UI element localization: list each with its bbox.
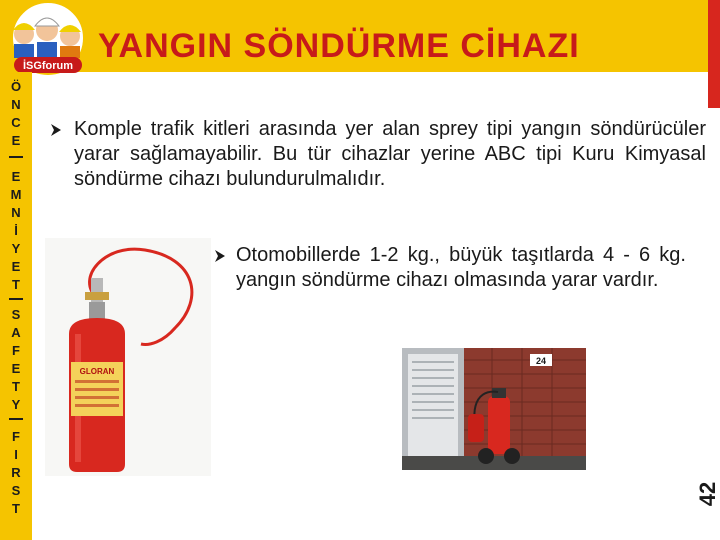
arrow-bullet-icon (48, 122, 64, 138)
side-letter: E (11, 259, 21, 274)
isgforum-logo (0, 0, 96, 78)
side-letter: T (12, 379, 20, 394)
side-letter: M (10, 187, 22, 202)
side-divider (9, 298, 23, 300)
side-letter: E (11, 169, 21, 184)
side-letter: S (11, 483, 21, 498)
wheeled-extinguisher-photo (402, 348, 586, 470)
side-letter: S (11, 307, 21, 322)
side-letter: T (12, 501, 20, 516)
side-letter: A (11, 325, 21, 340)
side-letter: N (11, 205, 21, 220)
arrow-bullet-icon (212, 248, 228, 264)
bullet-text-1: Komple trafik kitleri arasında yer alan sprey tipi yangın söndürücüler yarar sağlamayabilir. Bu tür cihazlar yerine ABC tipi Kuru Kimyasal söndürme cihazı bulundurulmalıdır. (74, 118, 706, 190)
side-letter: I (14, 447, 18, 462)
extinguisher-label: GLORAN (79, 367, 115, 376)
side-letter: E (11, 133, 21, 148)
side-divider (9, 418, 23, 420)
logo-text: İSGforum (22, 60, 74, 72)
side-letter: T (12, 277, 20, 292)
side-letter: F (12, 429, 20, 444)
page-number: 42 (695, 481, 720, 507)
side-letter: E (11, 361, 21, 376)
side-letter: C (11, 115, 21, 130)
side-letter: İ (14, 223, 18, 238)
fire-extinguisher-image (45, 238, 211, 476)
side-letter: Ö (10, 79, 22, 94)
side-letter: Y (11, 397, 21, 412)
side-letter: F (12, 343, 20, 358)
side-divider (9, 156, 23, 158)
side-letter: N (11, 97, 21, 112)
side-strip (0, 72, 32, 540)
side-letter: Y (11, 241, 21, 256)
header-accent (708, 0, 720, 108)
door-sign: 24 (535, 356, 547, 366)
bullet-text-2: Otomobillerde 1-2 kg., büyük taşıtlarda 4 - 6 kg. yangın söndürme cihazı olmasında yarar vardır. (236, 244, 686, 291)
side-letter: R (11, 465, 21, 480)
page-title: YANGIN SÖNDÜRME CİHAZI (98, 27, 580, 65)
